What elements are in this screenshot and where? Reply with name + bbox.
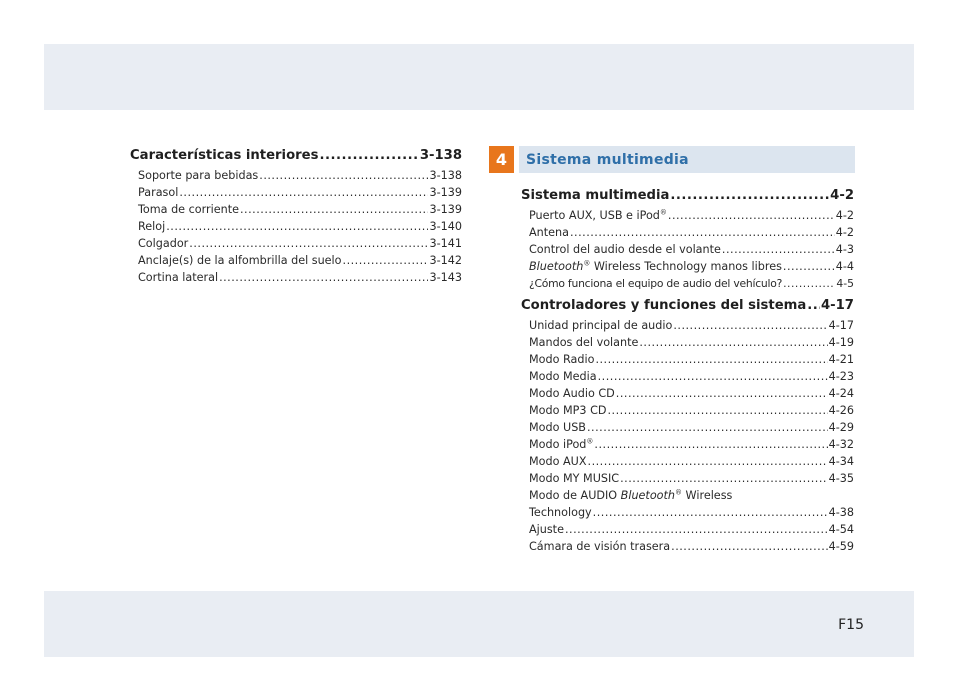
toc-page-number: 3-140 (429, 220, 462, 233)
leader-dots (608, 402, 828, 419)
toc-page-number: 3-138 (419, 148, 462, 163)
registered-mark: ® (674, 488, 682, 497)
chapter-number-badge: 4 (489, 146, 514, 173)
toc-item-label: Parasol (138, 186, 179, 199)
leader-dots (668, 207, 835, 224)
toc-item-label: Modo iPod® (529, 437, 594, 451)
toc-page-number: 3-139 (429, 203, 462, 216)
footer-band (44, 591, 914, 657)
toc-item[interactable] (521, 453, 854, 470)
toc-page-number: 4-59 (828, 540, 854, 553)
leader-dots (673, 317, 827, 334)
leader-dots (783, 258, 835, 275)
leader-dots (588, 453, 828, 470)
toc-item[interactable] (130, 235, 462, 252)
toc-section-caracteristicas[interactable] (130, 146, 462, 166)
toc-section-controladores[interactable] (521, 296, 854, 316)
leader-dots (565, 521, 828, 538)
toc-item[interactable] (521, 385, 854, 402)
toc-item[interactable] (521, 275, 854, 292)
leader-dots (343, 252, 429, 269)
toc-page-number: 4-54 (828, 523, 854, 536)
chapter-title: Sistema multimedia (519, 146, 855, 173)
toc-item-label: Cámara de visión trasera (529, 540, 671, 553)
leader-dots (259, 167, 428, 184)
leader-dots (594, 436, 827, 453)
toc-item[interactable] (521, 470, 854, 487)
toc-item-label: Technology (529, 506, 592, 519)
toc-item-label-suffix: Wireless (681, 489, 733, 502)
toc-item-label: Cortina lateral (138, 271, 219, 284)
toc-page-number: 4-21 (828, 353, 854, 366)
toc-page-number: 3-142 (429, 254, 462, 267)
toc-item-label: Reloj (138, 220, 166, 233)
toc-item-label: ¿Cómo funciona el equipo de audio del vehículo? (529, 277, 783, 290)
toc-item-label: Modo USB (529, 421, 586, 434)
toc-item[interactable] (521, 317, 854, 334)
toc-item-label: Toma de corriente (138, 203, 239, 216)
toc-page-number: 4-34 (828, 455, 854, 468)
toc-item-label: Modo Radio (529, 353, 595, 366)
toc-item[interactable] (521, 368, 854, 385)
leader-dots (595, 351, 827, 368)
leader-dots (671, 538, 827, 555)
toc-item[interactable] (130, 201, 462, 218)
toc-item[interactable] (130, 218, 462, 235)
toc-item-bt-audio-line2[interactable] (521, 504, 854, 521)
toc-page-number: 3-143 (429, 271, 462, 284)
registered-mark: ® (583, 259, 591, 268)
toc-page-number: 4-35 (828, 472, 854, 485)
leader-dots (639, 334, 827, 351)
toc-page-number: 4-29 (828, 421, 854, 434)
toc-page-number: 3-138 (429, 169, 462, 182)
toc-item-label: Anclaje(s) de la alfombrilla del suelo (138, 254, 342, 267)
toc-item-label: Antena (529, 226, 569, 239)
toc-item-bt-audio-line1[interactable] (521, 487, 854, 504)
leader-dots (593, 504, 828, 521)
toc-item-label: Colgador (138, 237, 189, 250)
toc-item[interactable] (521, 419, 854, 436)
leader-dots (319, 146, 418, 166)
toc-section-label: Características interiores (130, 148, 319, 163)
toc-item[interactable] (521, 224, 854, 241)
toc-item-label: Mandos del volante (529, 336, 639, 349)
toc-item[interactable] (130, 184, 462, 201)
toc-section-label: Sistema multimedia (521, 188, 670, 203)
toc-page-number: 4-5 (836, 277, 854, 290)
leader-dots (807, 296, 820, 316)
toc-item[interactable] (521, 351, 854, 368)
registered-mark: ® (586, 437, 594, 446)
toc-page-number: 4-2 (835, 226, 854, 239)
toc-page-number: 4-38 (828, 506, 854, 519)
toc-item-label: Modo de AUDIO (529, 489, 621, 502)
toc-item-label: Modo Audio CD (529, 387, 615, 400)
chapter-header (489, 146, 855, 173)
toc-item-label: Ajuste (529, 523, 564, 536)
toc-item-label: Modo MP3 CD (529, 404, 607, 417)
toc-item[interactable] (521, 258, 854, 275)
toc-item-label: Soporte para bebidas (138, 169, 259, 182)
leader-dots (598, 368, 828, 385)
toc-item[interactable] (521, 521, 854, 538)
toc-page-number: 4-2 (830, 188, 854, 203)
toc-item[interactable] (130, 167, 462, 184)
toc-item[interactable] (521, 538, 854, 555)
toc-item[interactable] (521, 402, 854, 419)
leader-dots (783, 275, 835, 292)
toc-page-number: 4-3 (835, 243, 854, 256)
toc-item[interactable] (130, 269, 462, 286)
toc-page-number: 4-24 (828, 387, 854, 400)
leader-dots (722, 241, 835, 258)
toc-item[interactable] (130, 252, 462, 269)
toc-page-number: 4-17 (828, 319, 854, 332)
toc-section-label: Controladores y funciones del sistema (521, 298, 807, 313)
leader-dots (616, 385, 828, 402)
leader-dots (587, 419, 828, 436)
registered-mark: ® (659, 208, 667, 217)
toc-item-label: Modo MY MUSIC (529, 472, 620, 485)
leader-dots (219, 269, 428, 286)
leader-dots (240, 201, 429, 218)
toc-page-number: 4-32 (828, 438, 854, 451)
toc-page-number: 3-139 (429, 186, 462, 199)
toc-item[interactable] (521, 207, 854, 224)
leader-dots (570, 224, 835, 241)
toc-page-number: 4-26 (828, 404, 854, 417)
toc-item-label: Puerto AUX, USB e iPod® (529, 208, 667, 222)
toc-page-number: 4-2 (835, 209, 854, 222)
toc-item-label: Control del audio desde el volante (529, 243, 721, 256)
toc-item-label: Unidad principal de audio (529, 319, 673, 332)
leader-dots (620, 470, 828, 487)
toc-item-label-italic: Bluetooth (620, 489, 675, 502)
toc-item-label: Bluetooth® Wireless Technology manos libres (529, 259, 782, 273)
toc-left-column (130, 146, 462, 286)
leader-dots (189, 235, 428, 252)
toc-right-column (521, 186, 854, 555)
toc-page-number: 4-19 (828, 336, 854, 349)
leader-dots (179, 184, 428, 201)
leader-dots (166, 218, 428, 235)
toc-item[interactable] (521, 334, 854, 351)
toc-item-label: Modo AUX (529, 455, 587, 468)
toc-page-number: 3-141 (429, 237, 462, 250)
toc-page-number: 4-23 (828, 370, 854, 383)
toc-item[interactable] (521, 241, 854, 258)
toc-item[interactable] (521, 436, 854, 453)
page-number: F15 (838, 617, 864, 633)
leader-dots (670, 186, 829, 206)
header-band (44, 44, 914, 110)
toc-section-sistema-multimedia[interactable] (521, 186, 854, 206)
toc-page-number: 4-4 (835, 260, 854, 273)
toc-page-number: 4-17 (820, 298, 854, 313)
toc-item-label: Modo Media (529, 370, 597, 383)
